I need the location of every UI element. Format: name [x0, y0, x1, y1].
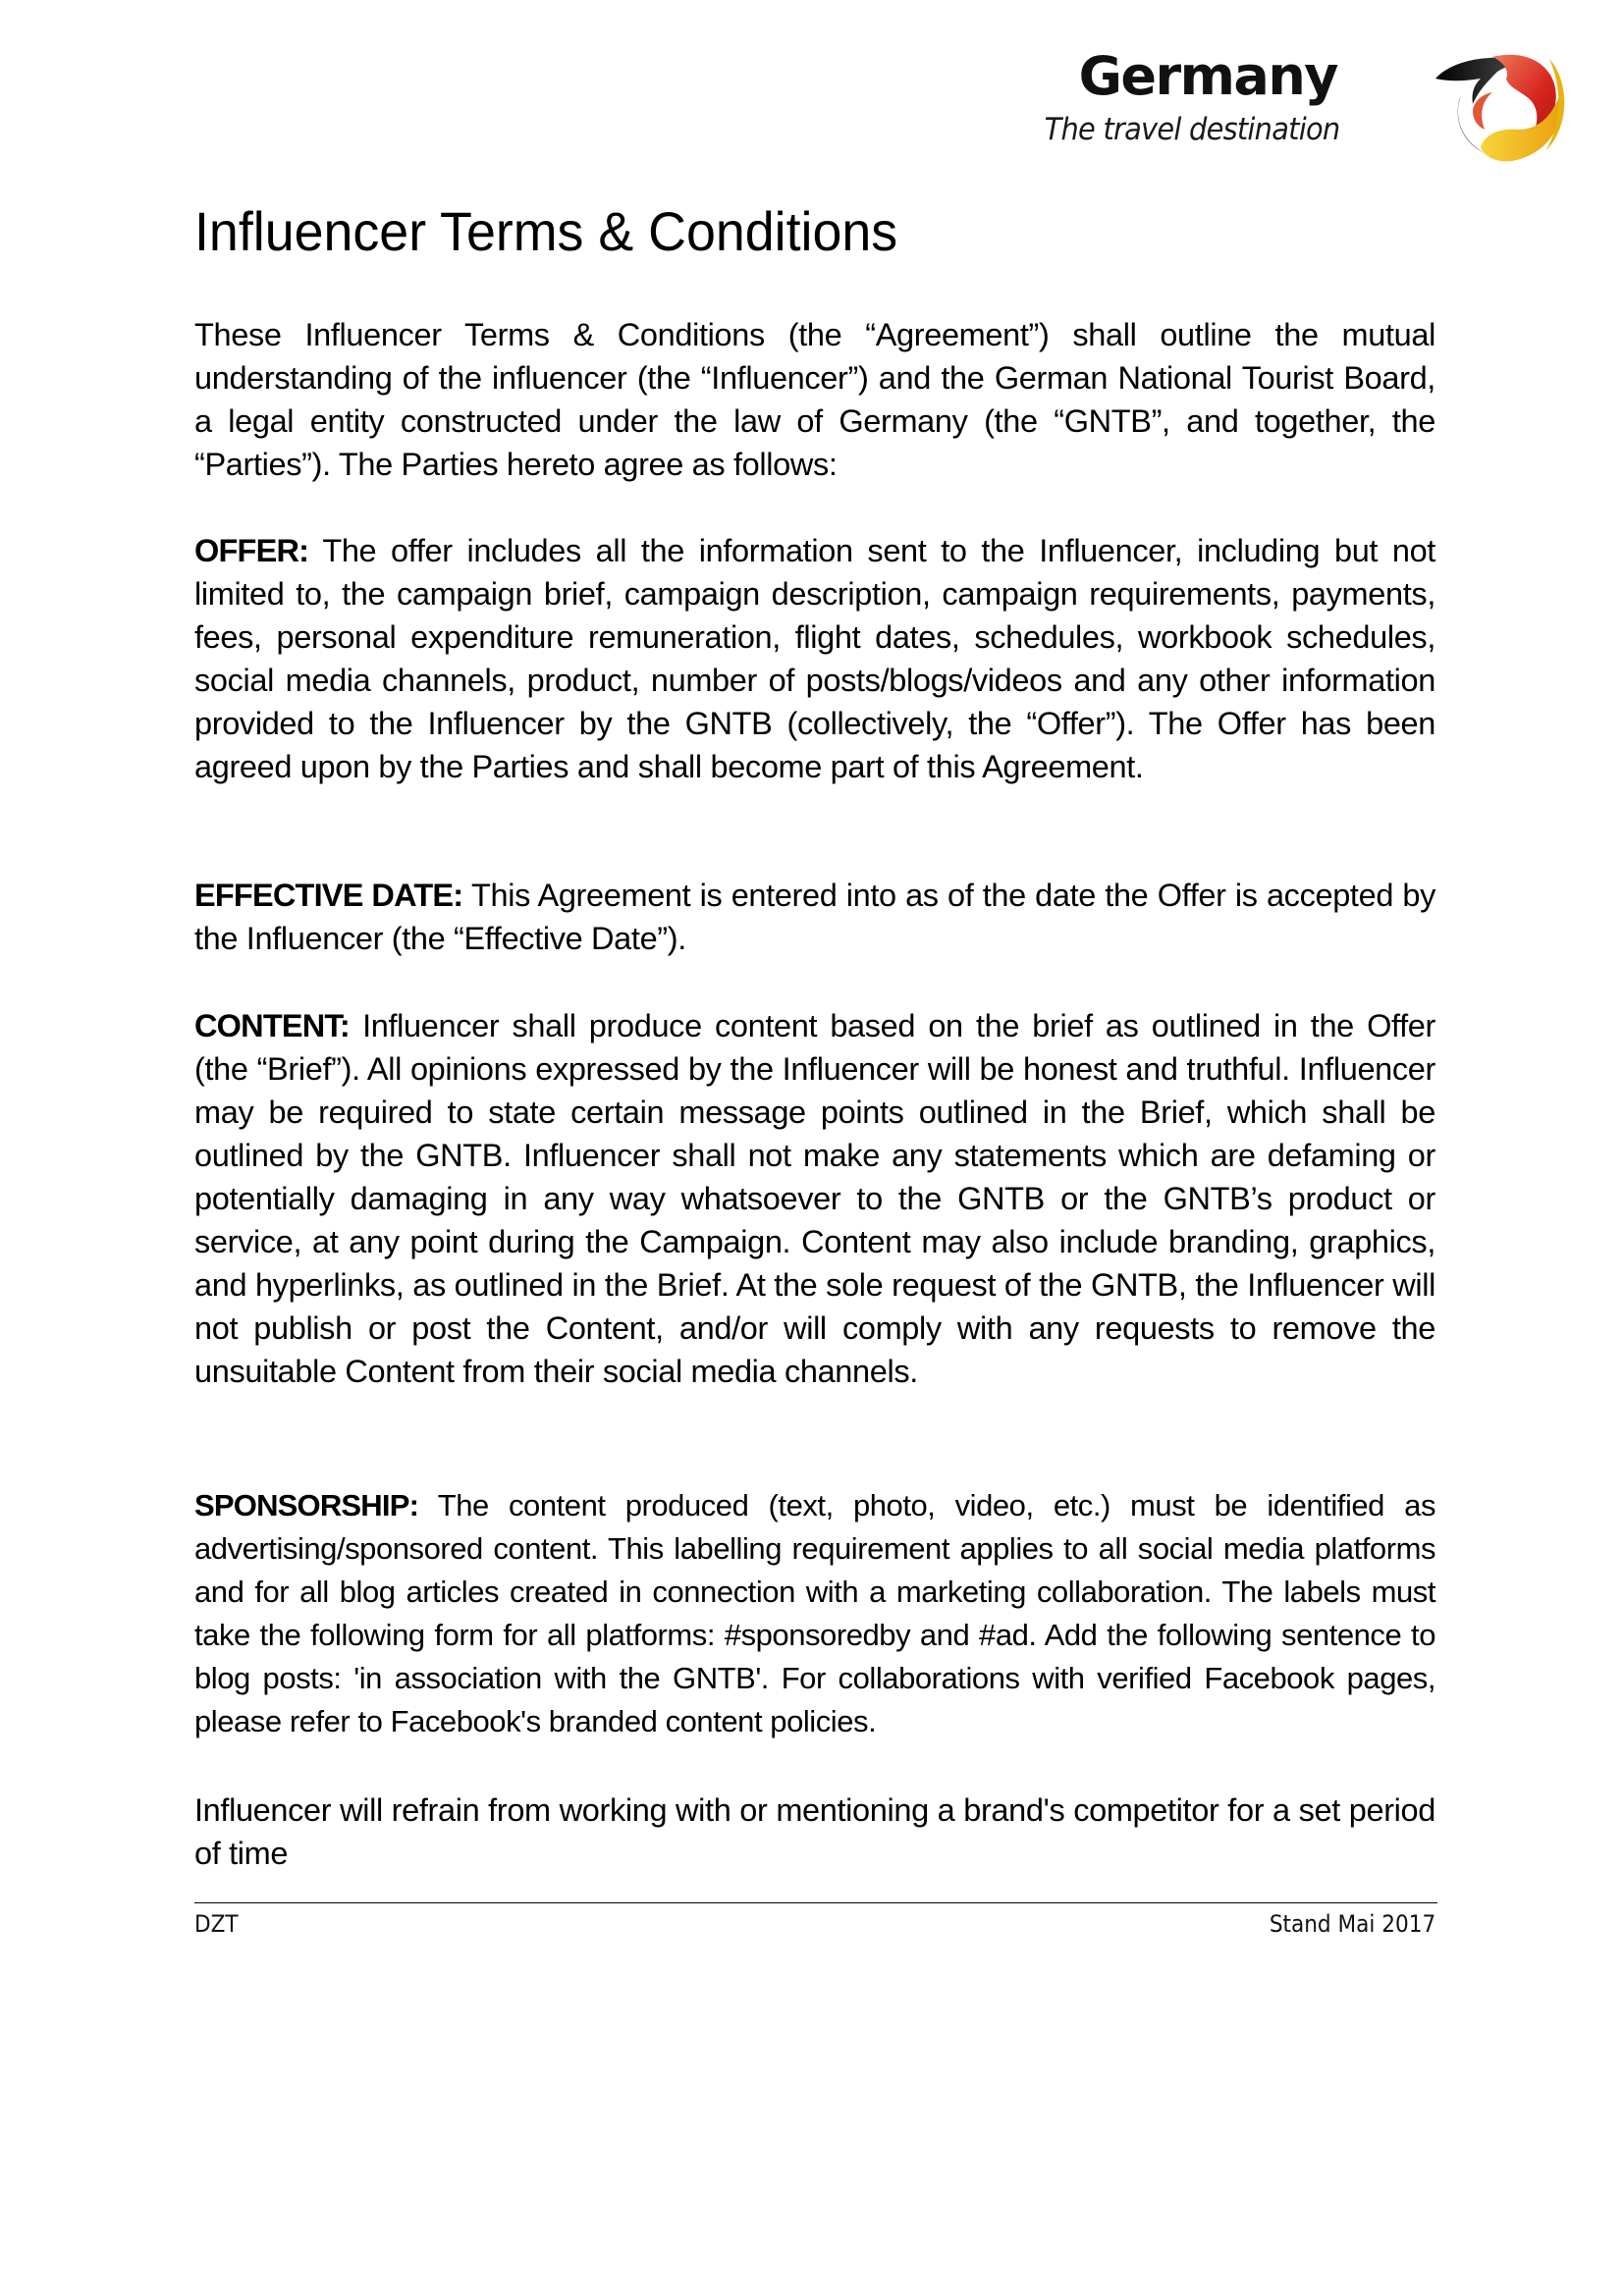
logo-tagline: The travel destination — [1044, 112, 1339, 147]
sponsorship-label: SPONSORSHIP: — [194, 1488, 419, 1522]
offer-text: The offer includes all the information sent to the Influencer, including but not limited to, the campaign brief, campaign description, campaign requirements, payments, fees, personal expenditure remuneration, flight dates, schedules, workbook schedules, social media channels, product, number of posts/blogs/videos and any other information provided to the Influencer by the GNTB (collectively, the “Offer”). The Offer has been agreed upon by the Parties and shall become part of this Agreement. — [194, 533, 1435, 784]
content-label: CONTENT: — [194, 1008, 350, 1043]
competitor-clause-paragraph: Influencer will refrain from working with or mentioning a brand's competitor for a set period of time — [194, 1792, 1435, 1871]
footer-divider — [194, 1902, 1437, 1903]
document-title: Influencer Terms & Conditions — [194, 200, 898, 262]
offer-section — [194, 529, 1435, 788]
germany-swirl-emblem-icon — [1424, 31, 1571, 169]
effective-date-label: EFFECTIVE DATE: — [194, 878, 463, 913]
intro-paragraph: These Influencer Terms & Conditions (the “Agreement”) shall outline the mutual understanding of the influencer (the “Influencer”) and the German National Tourist Board, a legal entity constructed under the law of Germany (the “GNTB”, and together, the “Parties”). The Parties hereto agree as follows: — [194, 317, 1435, 482]
logo-wordmark: Germany — [1078, 45, 1337, 107]
content-section — [194, 1004, 1435, 1393]
footer-version-date: Stand Mai 2017 — [1269, 1910, 1435, 1938]
effective-date-text: This Agreement is entered into as of the date the Offer is accepted by the Influencer (the “Effective Date”). — [194, 878, 1435, 956]
offer-label: OFFER: — [194, 533, 309, 568]
content-text: Influencer shall produce content based on the brief as outlined in the Offer (the “Brief”). All opinions expressed by the Influencer will be honest and truthful. Influencer may be required to state certain message points outlined in the Brief, which shall be outlined by the GNTB. Influencer shall not make any statements which are defaming or potentially damaging in any way whatsoever to the GNTB or the GNTB’s product or service, at any point during the Campaign. Content may also include branding, graphics, and hyperlinks, as outlined in the Brief. At the sole request of the GNTB, the Influencer will not publish or post the Content, and/or will comply with any requests to remove the unsuitable Content from their social media channels. — [194, 1008, 1435, 1389]
effective-date-section — [194, 874, 1435, 960]
germany-travel-logo — [1044, 39, 1571, 177]
sponsorship-text: The content produced (text, photo, video, etc.) must be identified as advertising/sponsored content. This labelling requirement applies to all social media platforms and for all blog articles created in connection with a marketing collaboration. The labels must take the following form for all platforms: #sponsoredby and #ad. Add the following sentence to blog posts: 'in association with the GNTB'. For collaborations with verified Facebook pages, please refer to Facebook's branded content policies. — [194, 1488, 1435, 1738]
footer-organization: DZT — [194, 1910, 239, 1938]
sponsorship-section — [194, 1484, 1435, 1743]
